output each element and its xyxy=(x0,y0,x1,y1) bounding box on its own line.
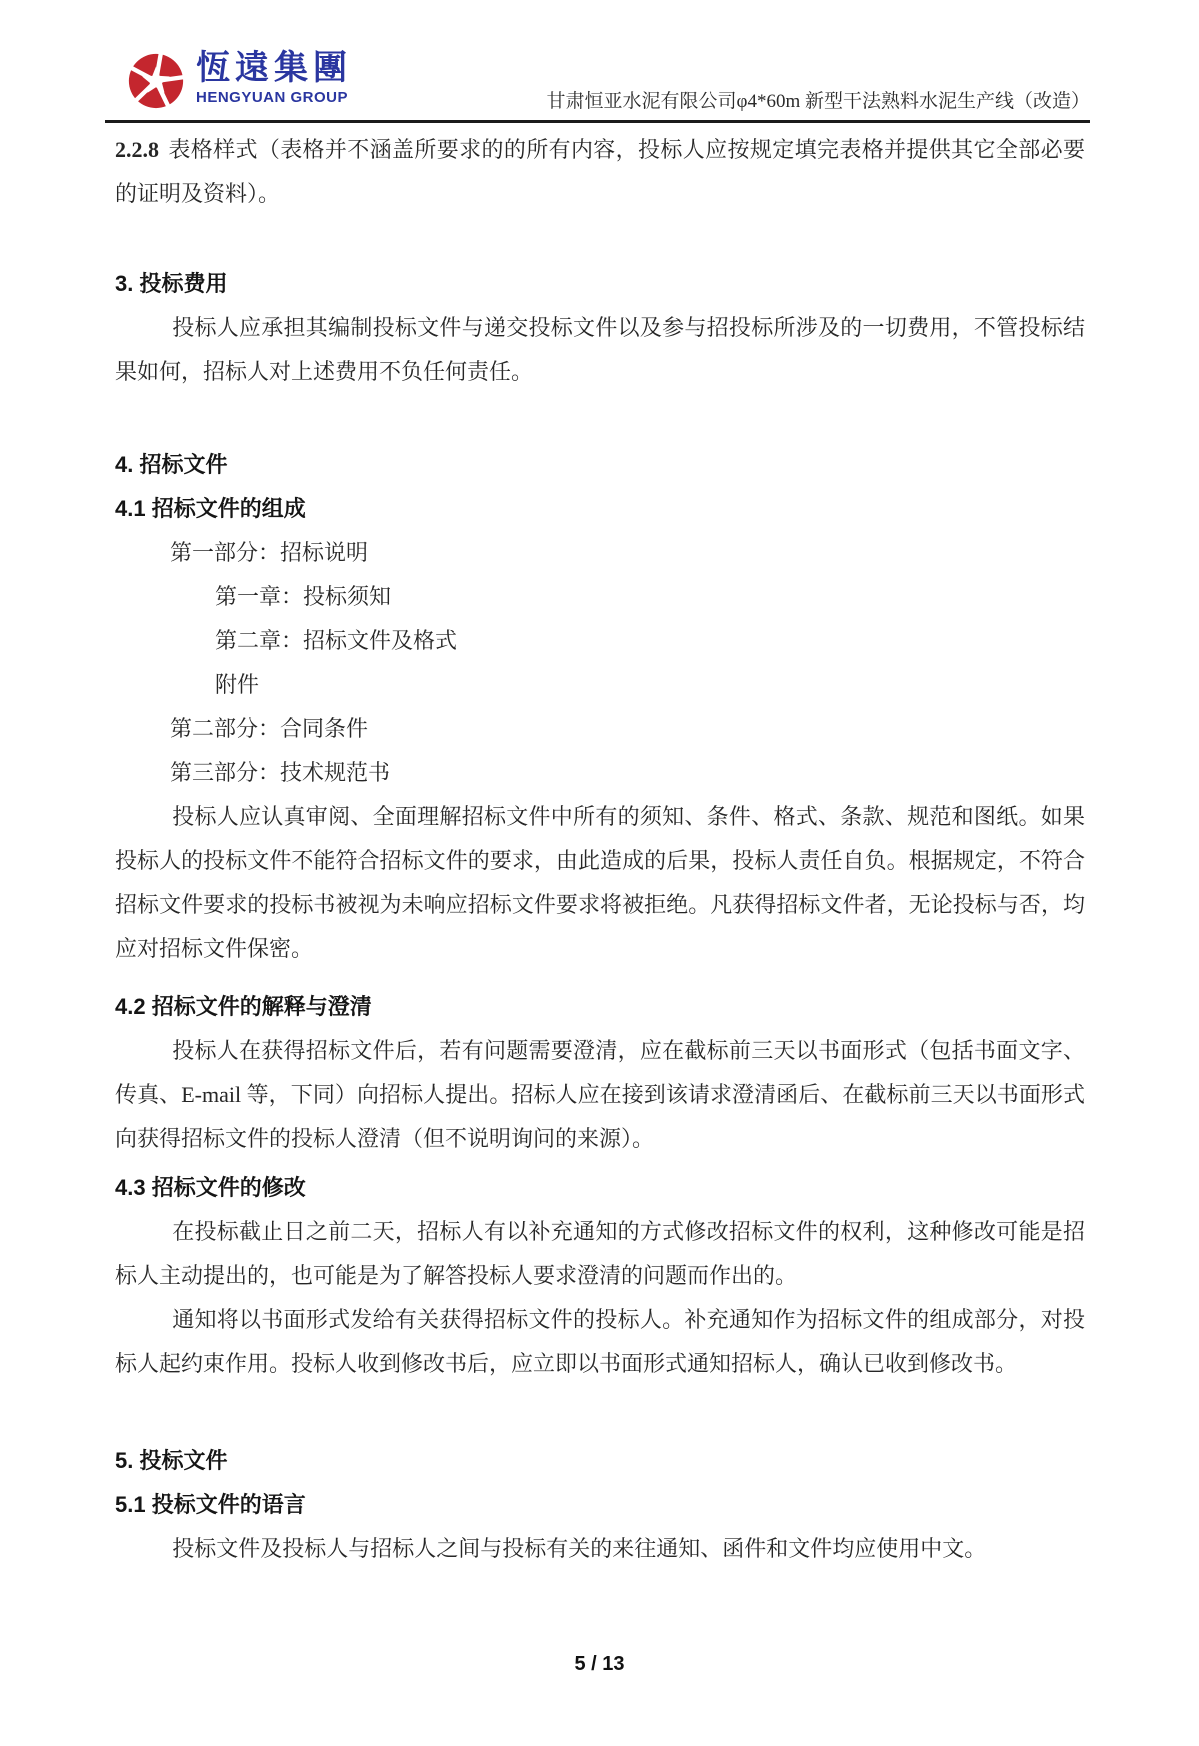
heading-4-2-clarification: 4.2 招标文件的解释与澄清 xyxy=(115,994,372,1019)
heading-5-1-language: 5.1 投标文件的语言 xyxy=(115,1492,306,1517)
heading-3-bid-costs: 3. 投标费用 xyxy=(115,271,228,296)
heading-5-bid-documents: 5. 投标文件 xyxy=(115,1448,228,1473)
page-number: 5 / 13 xyxy=(574,1653,625,1675)
tender-document-structure-list xyxy=(115,531,1085,795)
list-item-chapter2: 第二章：招标文件及格式 xyxy=(215,628,458,653)
list-item-chapter1: 第一章：投标须知 xyxy=(215,584,392,609)
list-item-part2: 第二部分：合同条件 xyxy=(170,716,369,741)
paragraph-language: 投标文件及投标人与招标人之间与投标有关的来往通知、函件和文件均应使用中文。 xyxy=(172,1536,987,1561)
page-footer xyxy=(0,1653,1199,1676)
logo-wordmark xyxy=(196,50,352,108)
document-body xyxy=(115,128,1085,1571)
paragraph-amendment-2: 通知将以书面形式发给有关获得招标文件的投标人。补充通知作为招标文件的组成部分，对投标人起约束作用。投标人收到修改书后，应立即以书面形式通知招标人，确认已收到修改书。 xyxy=(115,1307,1085,1376)
heading-4-1-composition: 4.1 招标文件的组成 xyxy=(115,496,306,521)
paragraph-review-obligation: 投标人应认真审阅、全面理解招标文件中所有的须知、条件、格式、条款、规范和图纸。如果投标人的投标文件不能符合招标文件的要求，由此造成的后果，投标人责任自负。根据规定，不符合招标文件要求的投标书被视为未响应招标文件要求将被拒绝。凡获得招标文件者，无论投标与否，均应对招标文件保密。 xyxy=(115,804,1085,961)
logo-emblem-icon xyxy=(125,50,187,112)
clause-text: 表格样式（表格并不涵盖所要求的的所有内容，投标人应按规定填完表格并提供其它全部必要的证明及资料）。 xyxy=(115,137,1085,206)
paragraph-amendment-1: 在投标截止日之前二天，招标人有以补充通知的方式修改招标文件的权利，这种修改可能是招标人主动提出的，也可能是为了解答投标人要求澄清的问题而作出的。 xyxy=(115,1219,1085,1288)
logo-english-name: HENGYUAN GROUP xyxy=(196,89,349,106)
header-project-title: 甘肃恒亚水泥有限公司φ4*60m 新型干法熟料水泥生产线（改造） xyxy=(546,91,1090,112)
heading-4-3-amendment: 4.3 招标文件的修改 xyxy=(115,1175,306,1200)
heading-4-tender-documents: 4. 招标文件 xyxy=(115,452,228,477)
company-logo xyxy=(125,50,352,112)
list-item-part1: 第一部分：招标说明 xyxy=(170,540,369,565)
paragraph-bid-costs: 投标人应承担其编制投标文件与递交投标文件以及参与招投标所涉及的一切费用，不管投标结果如何，招标人对上述费用不负任何责任。 xyxy=(115,315,1085,384)
list-item-part3: 第三部分：技术规范书 xyxy=(170,760,391,785)
page-header xyxy=(105,0,1090,123)
list-item-appendix: 附件 xyxy=(215,672,260,697)
paragraph-2-2-8 xyxy=(115,128,1085,216)
paragraph-clarification: 投标人在获得招标文件后，若有问题需要澄清，应在截标前三天以书面形式（包括书面文字、传真、E-mail 等，下同）向招标人提出。招标人应在接到该请求澄清函后、在截标前三天以书面形式向获得招标文件的投标人澄清（但不说明询问的来源）。 xyxy=(115,1038,1085,1151)
clause-number: 2.2.8 xyxy=(115,137,159,162)
logo-chinese-name: 恆遠集團 xyxy=(196,50,352,87)
